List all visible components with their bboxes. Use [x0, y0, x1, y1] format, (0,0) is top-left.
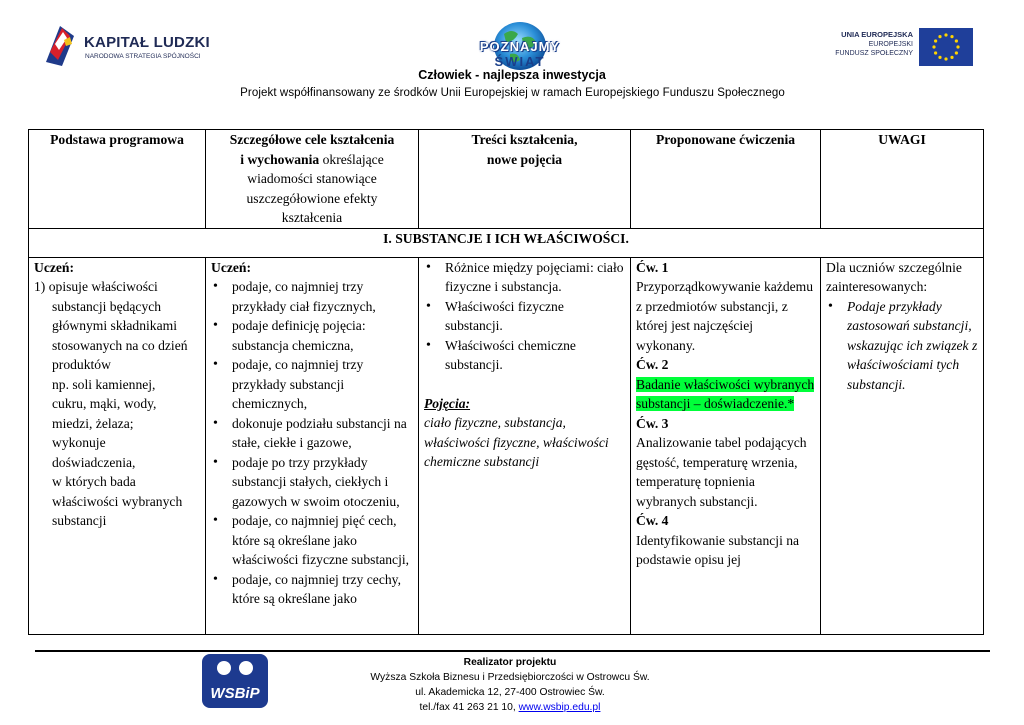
poznajmy-swiat-logo [440, 20, 600, 72]
tagline: Człowiek - najlepsza inwestycja [418, 68, 606, 82]
eu-star-icon [944, 57, 947, 60]
curriculum-line: doświadczenia, [52, 454, 136, 470]
table-header-row [29, 130, 984, 229]
eu-star-icon [956, 45, 959, 48]
curriculum-list [34, 277, 200, 531]
header-cell-exercises: Proponowane ćwiczenia [631, 130, 821, 229]
footer-line1: Wyższa Szkoła Biznesu i Przedsiębiorczości w Ostrowcu Św. [370, 672, 650, 683]
exercise-1-text: Przyporządkowywanie każdemu z przedmiotów substancji, z której jest najczęściej wykonany. [636, 279, 814, 353]
wsbip-logo-text: WSBiP [210, 685, 260, 702]
curriculum-line: substancji [52, 513, 107, 528]
cofinancing-note: Projekt współfinansowany ze środków Unii Europejskiej w ramach Europejskiego Funduszu Społecznego [240, 87, 785, 99]
student-heading: Uczeń: [211, 259, 252, 275]
header-content-line2: nowe pojęcia [486, 151, 563, 167]
notes-cell [821, 257, 984, 634]
eu-logo [835, 28, 985, 68]
eu-line2: EUROPEJSKI [868, 41, 913, 48]
footer-phone: tel./fax 41 263 21 10, [419, 702, 519, 713]
curriculum-line: miedzi, żelaza; [52, 415, 134, 431]
goal-item: • podaje, co najmniej trzy przykłady ciał fizycznych, [232, 277, 413, 316]
curriculum-item: 1) opisuje właściwości substancji będących głównymi składnikami stosowanych na co dzień produktów np. soli kamiennej, cukru, mąki, wody, miedzi, żelaza; wykonuje doświadczenia, w których bada właściwości wybranych substancji [34, 277, 200, 531]
exercise-4-text: Identyfikowanie substancji na podstawie opisu jej [636, 532, 800, 567]
eu-star-icon [932, 45, 935, 48]
header-content-line1: Treści kształcenia, [471, 132, 578, 147]
eu-star-icon [955, 39, 958, 42]
table-row [29, 257, 984, 634]
header-cell-content [419, 130, 631, 229]
header-goals-rest2: wiadomości stanowiące [247, 171, 377, 186]
curriculum-line: np. soli kamiennej, [52, 376, 156, 392]
content-list [424, 258, 625, 375]
header-goals-rest4: kształcenia [281, 210, 343, 225]
curriculum-line: wykonuje [52, 435, 106, 450]
kapital-ludzki-logo [40, 20, 240, 75]
eu-star-icon [934, 39, 937, 42]
footer-website-link[interactable]: www.wsbip.edu.pl [518, 702, 601, 713]
notes-list [826, 297, 978, 395]
section-title: I. SUBSTANCJE I ICH WŁAŚCIWOŚCI. [29, 228, 984, 257]
header-goals-rest3: uszczegółowione efekty [246, 190, 378, 206]
curriculum-line: cukru, mąki, wody, [52, 396, 157, 411]
eu-star-icon [934, 51, 937, 54]
poznajmy-text: POZNAJMY [479, 39, 561, 54]
kapital-ludzki-title: KAPITAŁ LUDZKI [84, 34, 210, 51]
kapital-ludzki-subtitle: NARODOWA STRATEGIA SPÓJNOŚCI [85, 53, 201, 60]
eu-line3: FUNDUSZ SPOŁECZNY [835, 50, 913, 57]
eu-text [835, 30, 913, 58]
exercise-3-title: Ćw. 3 [636, 415, 669, 431]
goal-item: • dokonuje podziału substancji na stałe, ciekłe i gazowe, [232, 414, 413, 453]
exercise-2-title: Ćw. 2 [636, 357, 669, 372]
goal-item: • podaje, co najmniej trzy cechy, które są określane jako [232, 570, 413, 609]
notes-intro: Dla uczniów szczególnie zainteresowanych: [826, 259, 962, 294]
header-cell-notes: UWAGI [821, 130, 984, 229]
swiat-text: ŚWIAT [494, 54, 546, 69]
goals-cell [206, 257, 419, 634]
header-cell-detailed-goals [206, 130, 419, 229]
exercise-1-title: Ćw. 1 [636, 259, 669, 275]
notes-item: • Podaje przykłady zastosowań substancji, wskazując ich związek z właściwościami tych substancji. [847, 297, 978, 395]
content-cell [419, 257, 631, 634]
eu-star-icon [944, 33, 947, 36]
curriculum-basis-cell [29, 257, 206, 634]
footer-text [340, 655, 680, 715]
exercise-2-highlight: Badanie właściwości wybranych substancji – doświadczenie.* [636, 376, 815, 411]
goal-item: • podaje po trzy przykłady substancji stałych, ciekłych i gazowych w swoim otoczeniu, [232, 453, 413, 512]
section-row [29, 228, 984, 257]
concepts-label: Pojęcia: [424, 395, 471, 411]
header-goals-bold2: i wychowania [240, 151, 320, 167]
concepts-text: ciało fizyczne, substancja, właściwości fizyczne, właściwości chemiczne substancji [424, 415, 609, 469]
exercise-2-text [636, 375, 815, 414]
curriculum-line: właściwości wybranych [52, 493, 183, 509]
exercise-3-text: Analizowanie tabel podających gęstość, temperaturę wrzenia, temperaturę topnienia wybranych substancji. [636, 435, 807, 509]
header-goals-rest1: określające [319, 151, 384, 167]
curriculum-line: w których bada [52, 474, 136, 489]
eu-star-icon [938, 35, 941, 38]
content-item: • Właściwości chemiczne substancji. [445, 336, 625, 375]
content-item: • Różnice między pojęciami: ciało fizyczne i substancja. [445, 258, 625, 297]
header-cell-curriculum-basis: Podstawa programowa [29, 130, 206, 229]
eu-star-icon [950, 35, 953, 38]
eu-title: UNIA EUROPEJSKA [841, 30, 913, 39]
eu-star-icon [950, 56, 953, 59]
student-heading: Uczeń: [34, 259, 75, 275]
exercises-cell [631, 257, 821, 634]
footer-title: Realizator projektu [463, 657, 557, 668]
footer-divider [35, 650, 990, 652]
goal-item: • podaje, co najmniej trzy przykłady substancji chemicznych, [232, 355, 413, 414]
content-item: • Właściwości fizyczne substancji. [445, 297, 625, 336]
curriculum-table [28, 129, 984, 635]
curriculum-item-lines [52, 375, 200, 531]
goal-item: • podaje, co najmniej pięć cech, które są określane jako właściwości fizyczne substancji, [232, 511, 413, 570]
footer-line2: ul. Akademicka 12, 27-400 Ostrowiec Św. [415, 687, 605, 698]
wsbip-logo [202, 654, 268, 708]
eu-star-icon [938, 56, 941, 59]
eu-star-icon [955, 51, 958, 54]
eu-flag-icon [919, 28, 973, 66]
goals-list [211, 277, 413, 609]
goal-item: • podaje definicję pojęcia: substancja chemiczna, [232, 316, 413, 355]
exercise-4-title: Ćw. 4 [636, 513, 669, 528]
header-goals-bold1: Szczegółowe cele kształcenia [229, 132, 395, 147]
kapital-ludzki-flag-icon [44, 22, 78, 68]
footer-line3 [340, 700, 680, 715]
